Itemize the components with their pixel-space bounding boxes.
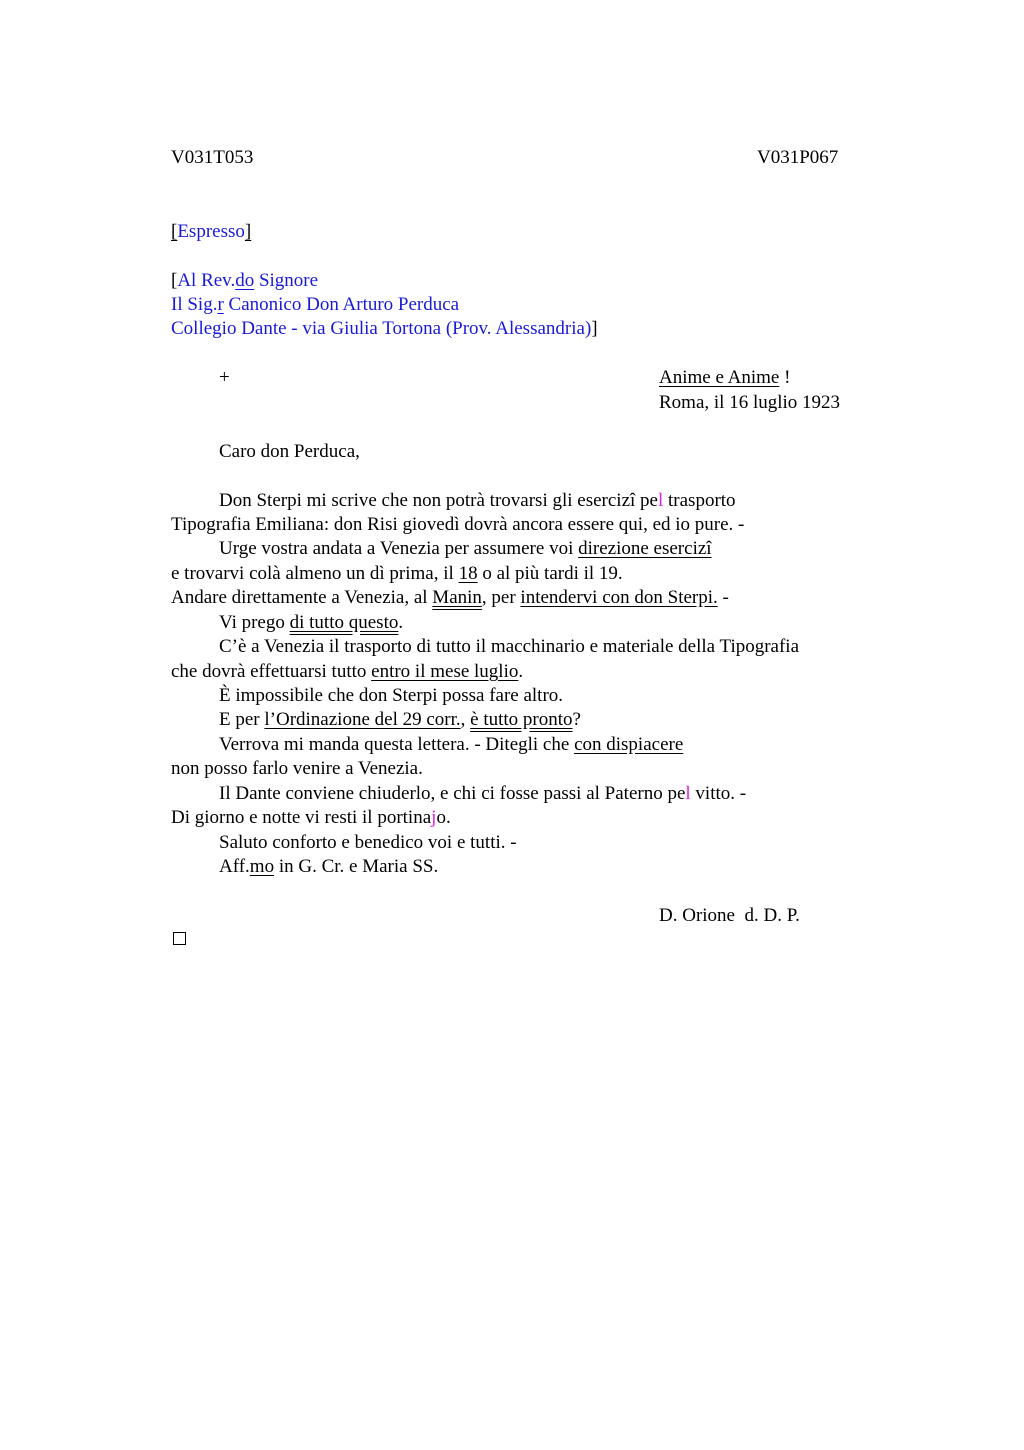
address-superscript: do (235, 270, 255, 291)
address-line-1 (171, 269, 318, 293)
text-run: - (717, 587, 729, 608)
address-text: Signore (254, 270, 319, 291)
motto-text: Anime e Anime (659, 367, 780, 388)
document-code-right: V031P067 (757, 147, 839, 168)
text-run: Il Dante conviene chiuderlo, e chi ci fosse passi al Paterno pe (219, 783, 686, 804)
address-text: Il Sig. (171, 294, 218, 315)
underlined-text: con dispiacere (574, 734, 684, 755)
body-line-14 (171, 806, 451, 830)
text-run: Andare direttamente a Venezia, al (171, 587, 433, 608)
address-text: Canonico Don Arturo Perduca (223, 294, 460, 315)
motto-tail: ! (779, 367, 791, 388)
text-run: pe (635, 490, 658, 511)
text-run: , (460, 709, 471, 730)
address-superscript: r (217, 294, 224, 315)
espresso-line (171, 220, 251, 244)
motto (659, 366, 790, 390)
text-run: e trovarvi colà almeno un dì prima, il (171, 563, 459, 584)
underlined-text: intendervi con don Sterpi. (520, 587, 718, 608)
underlined-text: l’Ordinazione del 29 corr. (264, 709, 461, 730)
text-run: . (518, 661, 524, 682)
signature: D. Orione d. D. P. (659, 905, 800, 926)
address-line-2 (171, 293, 459, 317)
body-line-13 (219, 782, 746, 806)
text-run: Verrova mi manda questa lettera. - Ditegli che (219, 734, 575, 755)
text-run: . (398, 612, 404, 633)
text-run: ? (572, 709, 581, 730)
document-code-left: V031T053 (171, 147, 254, 168)
espresso-label: Espresso (177, 221, 245, 242)
text-run: E per (219, 709, 265, 730)
text-run: vitto. - (690, 783, 747, 804)
body-line-5 (171, 586, 729, 610)
variant-letter: l (657, 490, 664, 511)
text-run: Urge vostra andata a Venezia per assumere voi (219, 538, 579, 559)
text-run: trasporto (663, 490, 736, 511)
text-run: che dovrà effettuarsi tutto (171, 661, 372, 682)
bracket-open: [ (171, 221, 178, 242)
greeting: Caro don Perduca, (219, 441, 360, 462)
underlined-text: entro il mese luglio (371, 661, 519, 682)
place-date: Roma, il 16 luglio 1923 (659, 392, 841, 413)
body-line-9: È impossibile che don Sterpi possa fare altro. (219, 685, 564, 706)
body-line-10 (219, 708, 581, 732)
underlined-text: direzione esercizî (578, 538, 712, 559)
body-line-11 (219, 733, 683, 757)
bracket-open: [ (171, 270, 178, 291)
body-line-6 (219, 611, 403, 635)
double-underlined-text: è tutto pronto (470, 709, 573, 730)
body-line-16 (219, 855, 438, 879)
cross-mark: + (219, 367, 230, 388)
body-line-12: non posso farlo venire a Venezia. (171, 758, 423, 779)
body-line-8 (171, 660, 523, 684)
text-run: in G. Cr. e Maria SS. (274, 856, 439, 877)
text-run: Aff. (219, 856, 250, 877)
variant-letter: j (431, 807, 437, 828)
body-line-4 (171, 562, 623, 586)
double-underlined-text: Manin (432, 587, 482, 608)
address-line-3 (171, 317, 598, 341)
bracket-close: ] (591, 318, 598, 339)
text-run: , per (481, 587, 521, 608)
bracket-close: ] (244, 221, 252, 242)
text-run: o. (436, 807, 451, 828)
text-run: o al più tardi il 19. (477, 563, 623, 584)
address-text: Collegio Dante - via Giulia Tortona (Prov. Alessandria) (171, 318, 592, 339)
address-text: Al Rev. (177, 270, 236, 291)
body-line-1 (219, 489, 736, 513)
body-line-3 (219, 537, 712, 561)
text-run: Don Sterpi mi scrive che non potrà trovarsi gli esercizî (219, 490, 636, 511)
underlined-text: mo (249, 856, 275, 877)
body-line-7: C’è a Venezia il trasporto di tutto il macchinario e materiale della Tipografia (219, 636, 800, 657)
variant-letter: l (685, 783, 691, 804)
text-run: Vi prego (219, 612, 290, 633)
underlined-text: 18 (458, 563, 478, 584)
text-run: Di giorno e notte vi resti il portina (171, 807, 432, 828)
checkbox-square-icon (173, 932, 186, 945)
double-underlined-text: di tutto questo (289, 612, 399, 633)
body-line-2: Tipografia Emiliana: don Risi giovedì dovrà ancora essere qui, ed io pure. - (171, 514, 745, 535)
body-line-15: Saluto conforto e benedico voi e tutti. - (219, 832, 517, 853)
